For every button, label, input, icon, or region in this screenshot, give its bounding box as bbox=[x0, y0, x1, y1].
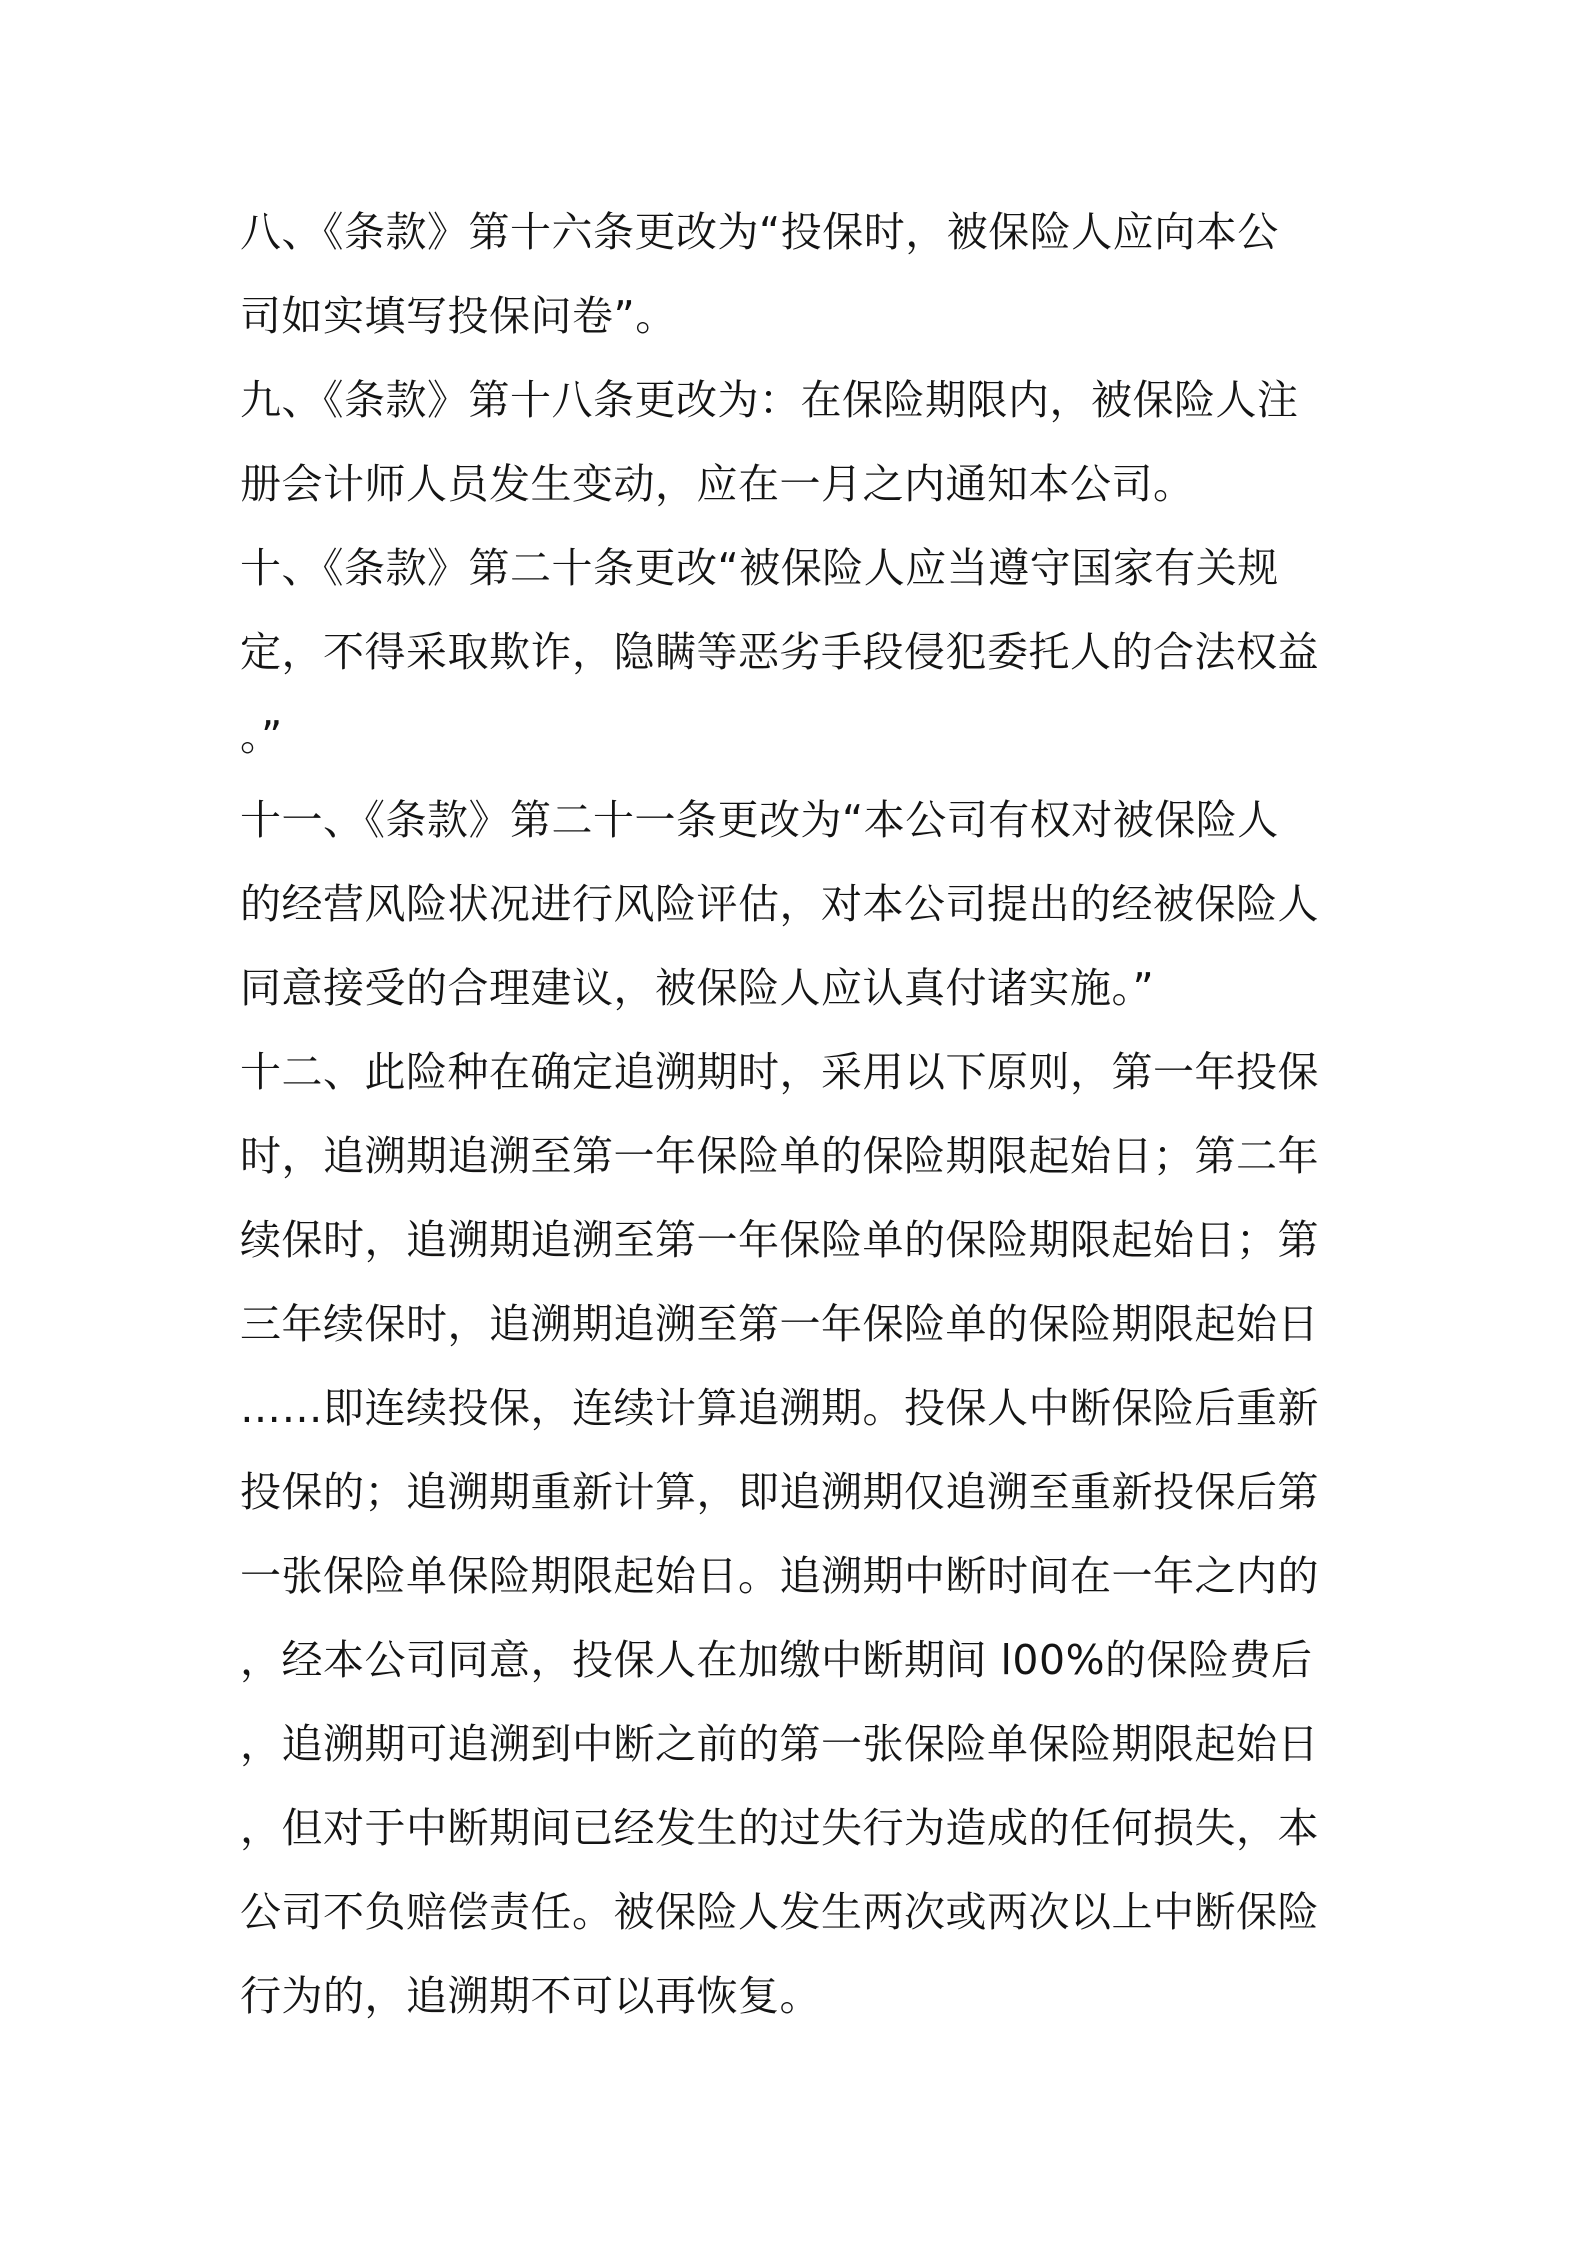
text-line: 十二、此险种在确定追溯期时，采用以下原则，第一年投保 bbox=[240, 1048, 1319, 1096]
text-line: 时，追溯期追溯至第一年保险单的保险期限起始日；第二年 bbox=[240, 1132, 1319, 1180]
text-line: 九、《条款》第十八条更改为：在保险期限内，被保险人注 bbox=[240, 376, 1299, 424]
text-line: 八、《条款》第十六条更改为“投保时，被保险人应向本公 bbox=[240, 208, 1279, 256]
text-line: ……即连续投保，连续计算追溯期。投保人中断保险后重新 bbox=[240, 1384, 1319, 1432]
text-line: 。” bbox=[240, 712, 283, 760]
text-line: 三年续保时，追溯期追溯至第一年保险单的保险期限起始日 bbox=[240, 1300, 1319, 1348]
text-line: 十一、《条款》第二十一条更改为“本公司有权对被保险人 bbox=[240, 796, 1279, 844]
text-line: 公司不负赔偿责任。被保险人发生两次或两次以上中断保险 bbox=[240, 1888, 1319, 1936]
text-line: 行为的，追溯期不可以再恢复。 bbox=[240, 1972, 821, 2020]
text-line: 定，不得采取欺诈，隐瞒等恶劣手段侵犯委托人的合法权益 bbox=[240, 628, 1319, 676]
text-line: 一张保险单保险期限起始日。追溯期中断时间在一年之内的 bbox=[240, 1552, 1319, 1600]
text-line: 十、《条款》第二十条更改“被保险人应当遵守国家有关规 bbox=[240, 544, 1279, 592]
text-line: 续保时，追溯期追溯至第一年保险单的保险期限起始日；第 bbox=[240, 1216, 1319, 1264]
text-line: 册会计师人员发生变动，应在一月之内通知本公司。 bbox=[240, 460, 1195, 508]
text-line: ，但对于中断期间已经发生的过失行为造成的任何损失，本 bbox=[240, 1804, 1319, 1852]
text-line: 司如实填写投保问卷”。 bbox=[240, 292, 677, 340]
text-line: ，追溯期可追溯到中断之前的第一张保险单保险期限起始日 bbox=[240, 1720, 1319, 1768]
text-line: ，经本公司同意，投保人在加缴中断期间 l00%的保险费后 bbox=[240, 1636, 1313, 1684]
document-body bbox=[240, 190, 1360, 2038]
text-line: 的经营风险状况进行风险评估，对本公司提出的经被保险人 bbox=[240, 880, 1319, 928]
text-line: 投保的；追溯期重新计算，即追溯期仅追溯至重新投保后第 bbox=[240, 1468, 1319, 1516]
text-line: 同意接受的合理建议，被保险人应认真付诸实施。” bbox=[240, 964, 1155, 1012]
